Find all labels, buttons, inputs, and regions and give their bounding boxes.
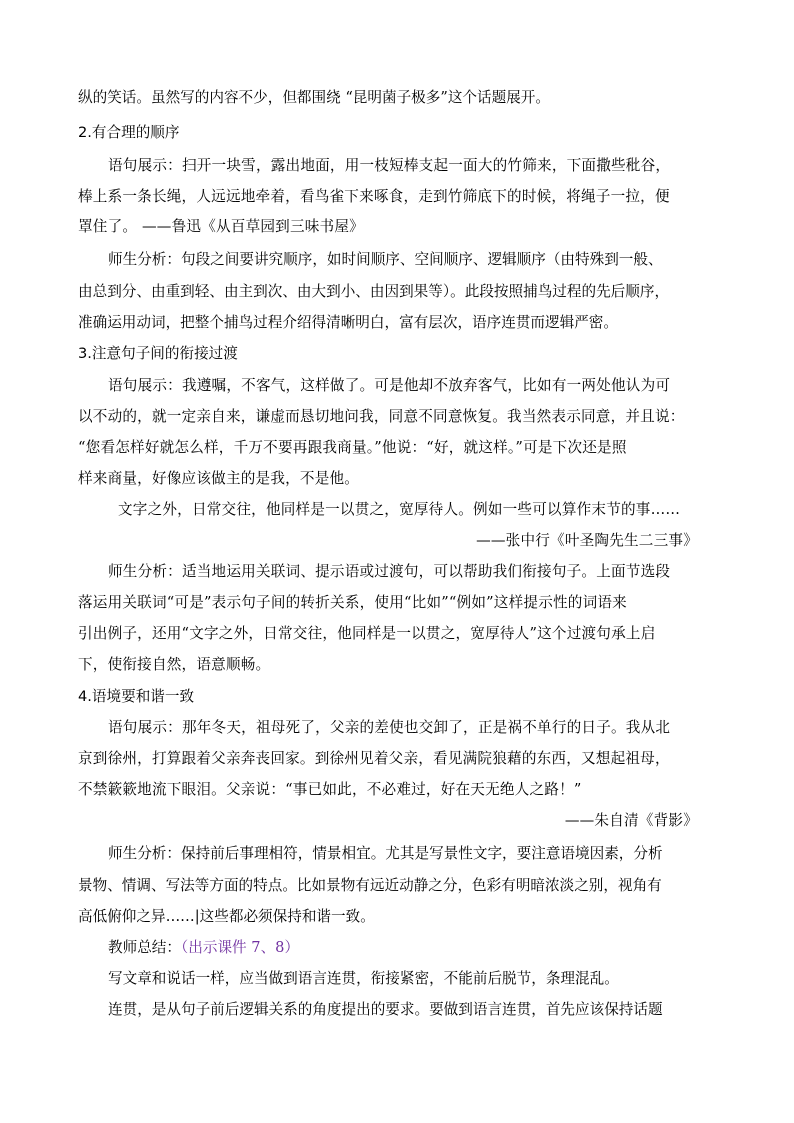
paragraph-line: 纵的笑话。虽然写的内容不少，但都围绕 “昆明菌子极多”这个话题展开。 [78, 89, 550, 106]
section-heading-3: 3.注意句子间的衔接过渡 [78, 345, 238, 362]
analysis-line: 高低俯仰之异……|这些都必须保持和谐一致。 [78, 908, 375, 925]
analysis-line: 准确运用动词，把整个捕鸟过程介绍得清晰明白，富有层次，语序连贯而逻辑严密。 [78, 314, 618, 331]
quote-line: 语句展示：那年冬天，祖母死了，父亲的差使也交卸了，正是祸不单行的日子。我从北 [108, 719, 671, 736]
quote-line: 以不动的，就一定亲自来，谦虚而恳切地问我，同意不同意恢复。我当然表示同意，并且说： [78, 408, 685, 425]
analysis-line: 下，使衔接自然，语意顺畅。 [78, 656, 271, 673]
quote-source: ——朱自清《背影》 [564, 812, 698, 829]
quote-line: 不禁簌簌地流下眼泪。父亲说：“事已如此，不必难过，好在天无绝人之路！” [78, 781, 582, 798]
teacher-summary-label: 教师总结： [108, 939, 181, 956]
quote-line: 语句展示：我遵嘱，不客气，这样做了。可是他却不放弃客气，比如有一两处他认为可 [108, 377, 671, 394]
quote-line: “您看怎样好就怎么样，千万不要再跟我商量。”他说：“好，就这样。”可是下次还是照 [78, 439, 627, 456]
quote-line: 样来商量，好像应该做主的是我，不是他。 [78, 470, 360, 487]
courseware-reference: （出示课件 7、8） [180, 939, 300, 956]
quote-line: 京到徐州，打算跟着父亲奔丧回家。到徐州见着父亲，看见满院狼藉的东西，又想起祖母， [78, 750, 670, 767]
analysis-line: 落运用关联词“可是”表示句子间的转折关系，使用“比如”“例如”这样提示性的词语来 [78, 594, 627, 611]
teacher-summary-line [108, 938, 718, 958]
quote-line: 文字之外，日常交往，他同样是一以贯之，宽厚待人。例如一些可以算作末节的事…… [118, 501, 681, 518]
quote-line: 棒上系一条长绳，人远远地牵着，看鸟雀下来啄食，走到竹筛底下的时候，将绳子一拉，便 [78, 188, 670, 205]
analysis-line: 引出例子，还用“文字之外，日常交往，他同样是一以贯之，宽厚待人”这个过渡句承上启 [78, 625, 656, 642]
section-heading-4: 4.语境要和谐一致 [78, 688, 195, 705]
summary-line: 连贯，是从句子前后逻辑关系的角度提出的要求。要做到语言连贯，首先应该保持话题 [108, 1001, 663, 1018]
summary-line: 写文章和说话一样，应当做到语言连贯，衔接紧密，不能前后脱节，条理混乱。 [108, 970, 619, 987]
analysis-line: 师生分析：句段之间要讲究顺序，如时间顺序、空间顺序、逻辑顺序（由特殊到一般、 [108, 251, 663, 268]
quote-source-line: 罩住了。 ——鲁迅《从百草园到三味书屋》 [78, 218, 364, 235]
analysis-line: 师生分析：保持前后事理相符，情景相宜。尤其是写景性文字，要注意语境因素，分析 [108, 845, 663, 862]
analysis-line: 景物、情调、写法等方面的特点。比如景物有远近动静之分，色彩有明暗浓淡之别，视角有 [78, 877, 662, 894]
analysis-line: 师生分析：适当地运用关联词、提示语或过渡句，可以帮助我们衔接句子。上面节选段 [108, 563, 671, 580]
quote-source: ——张中行《叶圣陶先生二三事》 [476, 532, 698, 549]
section-heading-2: 2.有合理的顺序 [78, 124, 180, 141]
analysis-line: 由总到分、由重到轻、由主到次、由大到小、由因到果等）。此段按照捕鸟过程的先后顺序， [78, 283, 670, 300]
quote-line: 语句展示：扫开一块雪，露出地面，用一枝短棒支起一面大的竹筛来，下面撒些秕谷， [108, 157, 671, 174]
